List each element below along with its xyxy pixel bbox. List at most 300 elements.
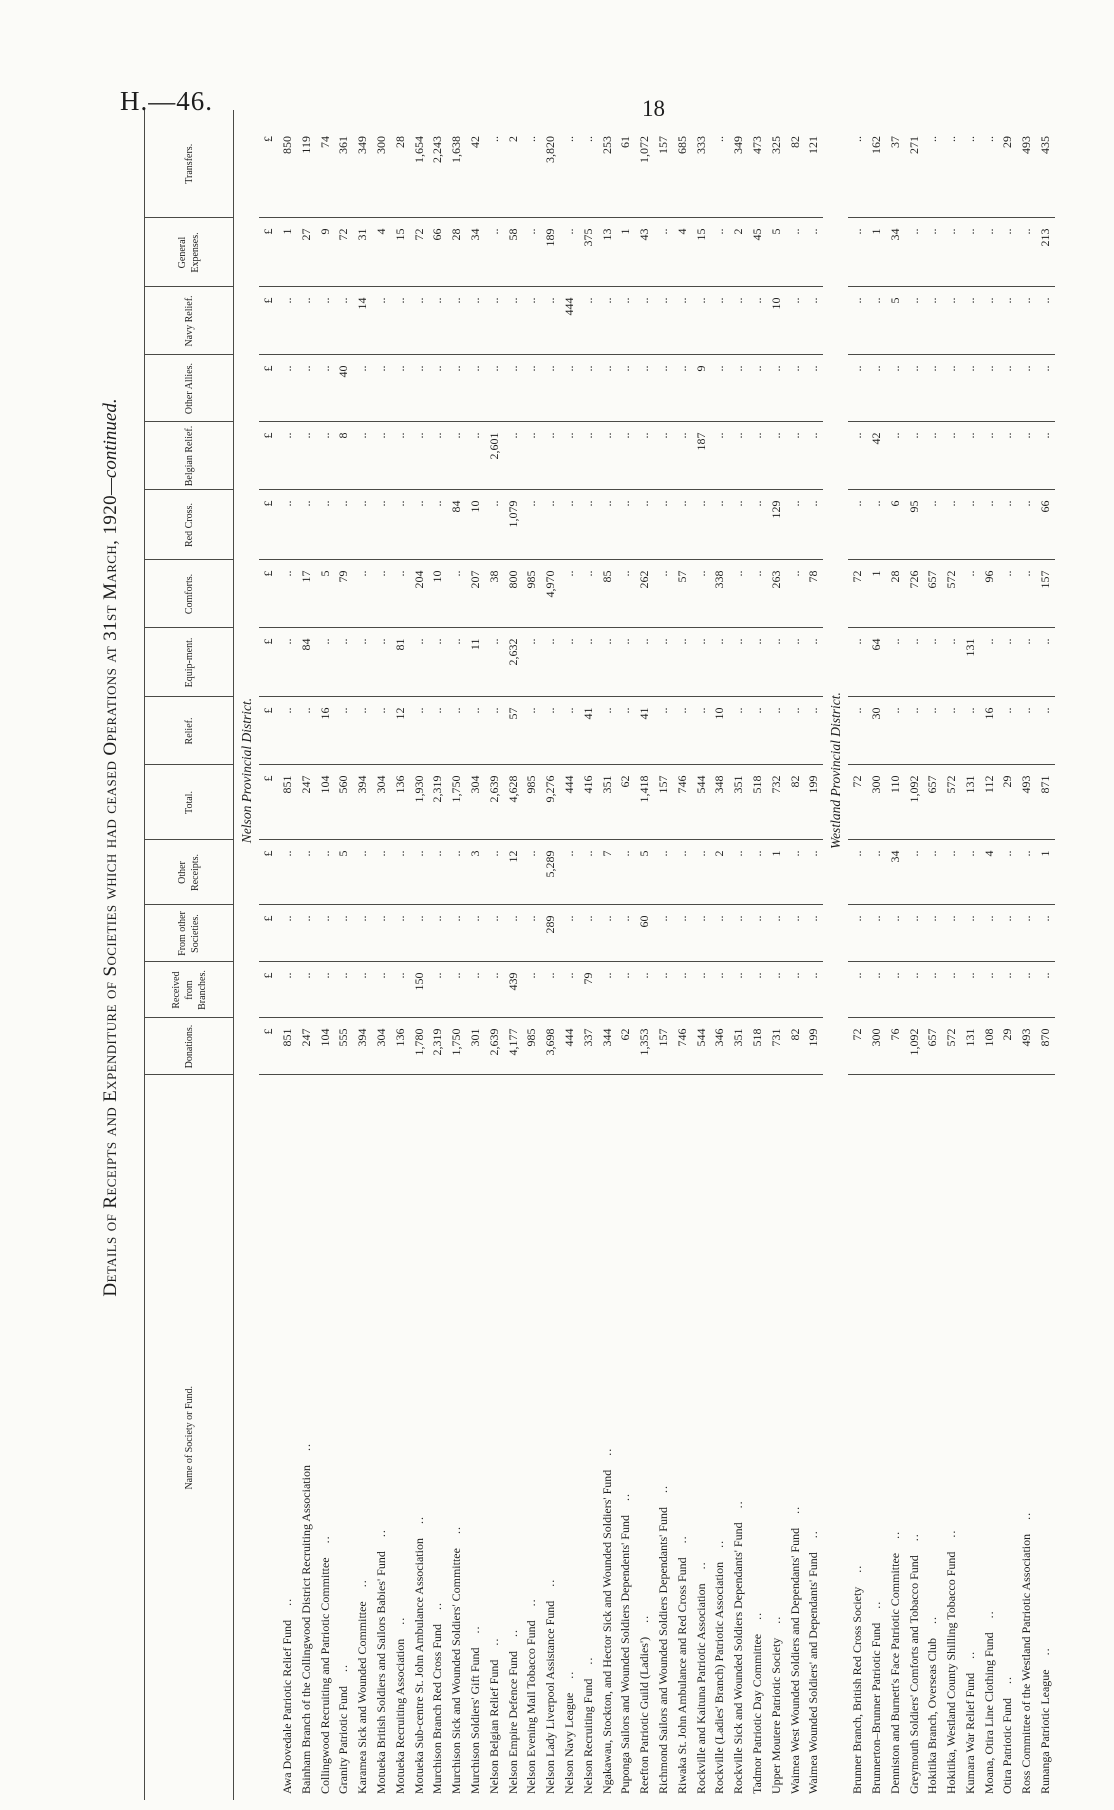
value-cell: 394 [353,765,372,840]
value-cell-blank: .. [353,697,372,765]
value-cell: 95 [905,490,924,560]
value-cell-blank: .. [486,136,501,142]
value-cell-blank: .. [297,355,316,422]
society-name-cell [541,1075,560,1800]
value-cell: 131 [961,765,980,840]
leader-dots: .. [906,1533,921,1542]
value-cell-blank: .. [278,840,297,905]
value-cell: 57 [673,560,692,628]
value-cell-blank: .. [942,697,961,765]
society-name-cell [635,1075,654,1800]
table-title-main: Details of Receipts and Expenditure of Societies which had ceased Operations at 31st March, 1920 [100,494,121,1297]
value-cell-blank: .. [598,628,617,697]
value-cell-blank: .. [767,962,786,1018]
value-cell-blank: .. [729,490,748,560]
value-cell-blank: .. [654,355,673,422]
leader-dots: .. [981,1610,996,1619]
value-cell: 28 [447,218,466,287]
value-cell-blank: .. [297,962,316,1018]
value-cell-blank: .. [1036,697,1055,765]
society-name-cell [278,1075,297,1800]
leader-dots: .. [925,1616,940,1625]
value-cell: 34 [466,218,485,287]
value-cell-blank: .. [748,560,767,628]
value-cell: 10 [466,490,485,560]
currency-symbol: £ [259,422,278,490]
value-cell-blank: .. [372,840,391,905]
society-name: Kumara War Relief Fund [962,1672,977,1794]
value-cell-blank: .. [522,422,541,490]
value-cell-blank: .. [297,287,316,355]
value-cell-blank: .. [804,287,823,355]
value-cell-blank: .. [561,136,576,142]
value-cell-blank: .. [635,490,654,560]
column-header: Equip-ment. [145,628,234,697]
column-header: Belgian Relief. [145,422,234,490]
value-cell: 110 [886,765,905,840]
value-cell: 5 [886,287,905,355]
value-cell: 79 [579,962,598,1018]
table-row [334,110,353,1800]
value-cell-blank: .. [767,355,786,422]
value-cell-blank: .. [334,697,353,765]
value-cell-blank: .. [616,560,635,628]
value-cell-blank: .. [410,840,429,905]
value-cell-blank: .. [980,628,999,697]
value-cell-blank: .. [485,697,504,765]
value-cell-blank: .. [598,287,617,355]
value-cell-blank: .. [848,697,867,765]
value-cell-blank: .. [748,287,767,355]
value-cell: 1 [278,218,297,287]
value-cell: 375 [579,218,598,287]
value-cell: 12 [391,697,410,765]
value-cell-blank: .. [560,490,579,560]
table-row [692,110,711,1800]
value-cell-blank: .. [923,422,942,490]
value-cell: 187 [692,422,711,490]
value-cell-blank: .. [942,840,961,905]
currency-symbol: £ [259,628,278,697]
value-cell-blank: .. [447,287,466,355]
value-cell-blank: .. [579,355,598,422]
society-name: Nelson Evening Mail Tobacco Fund [524,1620,539,1794]
value-cell-blank: .. [886,697,905,765]
society-name-cell [786,1075,805,1800]
value-cell: 72 [410,218,429,287]
value-cell-blank: .. [579,840,598,905]
society-name: Greymouth Soldiers' Comforts and Tobacco Fund [906,1555,921,1794]
value-cell: 9,276 [541,765,560,840]
value-cell: 13 [598,218,617,287]
table-row [748,110,767,1800]
value-cell: 325 [768,136,783,154]
value-cell: 15 [692,218,711,287]
value-cell-blank: .. [410,905,429,962]
value-cell-blank: .. [867,355,886,422]
value-cell-blank: .. [522,218,541,287]
leader-dots: .. [674,1535,689,1544]
value-cell-blank: .. [848,355,867,422]
currency-symbol: £ [259,560,278,628]
table-row [297,110,316,1800]
value-cell-blank: .. [998,218,1017,287]
value-cell: 1,353 [635,1018,654,1075]
value-cell-blank: .. [673,905,692,962]
value-cell-blank: .. [297,697,316,765]
value-cell: 61 [618,136,633,148]
value-cell-blank: .. [673,840,692,905]
value-cell: 247 [297,765,316,840]
rotated-table-container [100,110,1053,1800]
table-row [353,110,372,1800]
table-row [786,110,805,1800]
value-cell-blank: .. [372,905,391,962]
society-name-cell [560,1075,579,1800]
value-cell: 84 [447,490,466,560]
value-cell: 289 [541,905,560,962]
leader-dots: .. [411,1516,426,1525]
value-cell-blank: .. [466,697,485,765]
society-name-cell [353,1075,372,1800]
value-cell-blank: .. [804,905,823,962]
value-cell-blank: .. [786,560,805,628]
value-cell-blank: .. [278,490,297,560]
value-cell: 300 [867,1018,886,1075]
value-cell: 1,638 [449,136,464,163]
value-cell-blank: .. [598,422,617,490]
value-cell-blank: .. [673,287,692,355]
value-cell-blank: .. [729,560,748,628]
value-cell-blank: .. [598,490,617,560]
value-cell-blank: .. [616,697,635,765]
value-cell: 37 [887,136,902,148]
society-name-cell [485,1075,504,1800]
value-cell-blank: .. [962,136,977,142]
value-cell-blank: .. [616,422,635,490]
value-cell-blank: .. [278,962,297,1018]
value-cell: 62 [616,1018,635,1075]
value-cell-blank: .. [848,218,867,287]
value-cell-blank: .. [334,287,353,355]
value-cell: 731 [767,1018,786,1075]
value-cell-blank: .. [767,422,786,490]
value-cell: 9 [316,218,335,287]
column-header-row [145,110,234,1800]
society-name: Brunnerton–Brunner Patriotic Fund [868,1622,883,1794]
society-name: Motueka Sub-centre St. John Ambulance Association [411,1538,426,1794]
table-row [504,110,523,1800]
value-cell: 361 [336,136,351,154]
society-name: Motueka British Soldiers and Sailors Babies' Fund [373,1551,388,1794]
value-cell-blank: .. [998,490,1017,560]
value-cell-blank: .. [616,628,635,697]
value-cell: 42 [467,136,482,148]
value-cell: 1,750 [447,1018,466,1075]
value-cell: 2,601 [485,422,504,490]
society-name: Murchison Soldiers' Gift Fund [467,1647,482,1794]
value-cell: 30 [867,697,886,765]
value-cell-blank: .. [925,136,940,142]
value-cell: 572 [942,1018,961,1075]
leader-dots: .. [637,1614,652,1623]
value-cell-blank: .. [804,628,823,697]
value-cell-blank: .. [297,490,316,560]
value-cell: 870 [1036,1018,1055,1075]
table-row [886,110,905,1800]
column-header: General Expenses. [145,218,234,287]
value-cell-blank: .. [1036,422,1055,490]
value-cell-blank: .. [848,287,867,355]
table-row [560,110,579,1800]
value-cell-blank: .. [447,840,466,905]
value-cell-blank: .. [942,287,961,355]
value-cell-blank: .. [1017,628,1036,697]
value-cell-blank: .. [980,905,999,962]
value-cell: 34 [886,218,905,287]
value-cell-blank: .. [1017,355,1036,422]
value-cell-blank: .. [923,490,942,560]
value-cell-blank: .. [541,287,560,355]
value-cell-blank: .. [485,490,504,560]
value-cell-blank: .. [786,218,805,287]
column-header: Red Cross. [145,490,234,560]
value-cell-blank: .. [598,355,617,422]
value-cell-blank: .. [297,840,316,905]
value-cell-blank: .. [729,628,748,697]
value-cell: 435 [1038,136,1053,154]
value-cell: 213 [1036,218,1055,287]
value-cell: 104 [316,1018,335,1075]
society-name: Murchison Sick and Wounded Soldiers' Committee [449,1548,464,1794]
value-cell: 131 [961,1018,980,1075]
value-cell-blank: .. [372,355,391,422]
leader-dots: .. [336,1664,351,1672]
section-heading-row [823,110,848,1800]
value-cell-blank: .. [522,628,541,697]
value-cell: 4,970 [541,560,560,628]
society-name: Hokitika Branch, Overseas Club [925,1638,940,1794]
society-name: Runanga Patriotic League [1038,1669,1053,1794]
value-cell: 41 [579,697,598,765]
value-cell-blank: .. [447,560,466,628]
value-cell-blank: .. [466,962,485,1018]
society-name: Murchison Branch Red Cross Fund [430,1624,445,1794]
value-cell: 189 [541,218,560,287]
value-cell-blank: .. [410,697,429,765]
value-cell-blank: .. [316,905,335,962]
value-cell-blank: .. [391,355,410,422]
value-cell-blank: .. [410,287,429,355]
table-row [541,110,560,1800]
table-row [654,110,673,1800]
value-cell-blank: .. [334,962,353,1018]
value-cell-blank: .. [598,905,617,962]
value-cell: 119 [298,136,313,154]
value-cell: 2,243 [430,136,445,163]
currency-symbol: £ [259,1018,278,1075]
society-name-cell [998,1075,1017,1800]
value-cell: 1 [767,840,786,905]
society-name-cell [616,1075,635,1800]
value-cell: 72 [848,560,867,628]
value-cell-blank: .. [673,962,692,1018]
value-cell-blank: .. [923,840,942,905]
society-name: Rockville (Ladies' Branch) Patriotic Association [712,1561,727,1794]
society-name-cell [316,1075,335,1800]
table-row [767,110,786,1800]
society-name: Nelson Lady Liverpool Assistance Fund [543,1600,558,1794]
value-cell-blank: .. [579,560,598,628]
value-cell-blank: .. [905,840,924,905]
currency-symbol: £ [261,136,275,142]
value-cell-blank: .. [1036,287,1055,355]
value-cell: 2,639 [485,765,504,840]
table-row [804,110,823,1800]
leader-dots: .. [561,1670,576,1679]
value-cell-blank: .. [654,905,673,962]
value-cell: 96 [980,560,999,628]
value-cell-blank: .. [504,422,523,490]
value-cell-blank: .. [848,490,867,560]
society-name-cell [942,1075,961,1800]
value-cell-blank: .. [541,962,560,1018]
value-cell-blank: .. [886,355,905,422]
value-cell-blank: .. [692,905,711,962]
value-cell-blank: .. [635,287,654,355]
value-cell-blank: .. [598,697,617,765]
value-cell: 304 [466,765,485,840]
value-cell-blank: .. [485,840,504,905]
currency-symbol: £ [259,962,278,1018]
value-cell-blank: .. [278,905,297,962]
column-header: Navy Relief. [145,287,234,355]
value-cell-blank: .. [905,287,924,355]
leader-dots: .. [731,1500,746,1509]
society-name-cell [804,1075,823,1800]
value-cell: 850 [280,136,294,154]
value-cell-blank: .. [654,422,673,490]
society-name: Awa Dovedale Patriotic Relief Fund [280,1619,294,1794]
value-cell: 72 [848,765,867,840]
value-cell-blank: .. [654,218,673,287]
value-cell-blank: .. [710,218,729,287]
value-cell-blank: .. [998,962,1017,1018]
value-cell-blank: .. [710,962,729,1018]
value-cell-blank: .. [729,355,748,422]
leader-dots: .. [355,1579,370,1588]
value-cell: 60 [635,905,654,962]
value-cell: 3,820 [543,136,558,163]
value-cell: 493 [1017,765,1036,840]
value-cell-blank: .. [748,697,767,765]
leader-dots: .. [392,1616,407,1625]
value-cell-blank: .. [316,355,335,422]
value-cell: 2,639 [485,1018,504,1075]
table-title [100,110,144,1800]
value-cell: 207 [466,560,485,628]
value-cell: 150 [410,962,429,1018]
value-cell: 4,628 [504,765,523,840]
value-cell-blank: .. [560,840,579,905]
value-cell-blank: .. [786,287,805,355]
value-cell-blank: .. [391,962,410,1018]
value-cell: 28 [886,560,905,628]
value-cell-blank: .. [673,422,692,490]
value-cell-blank: .. [998,628,1017,697]
value-cell: 985 [522,765,541,840]
value-cell-blank: .. [560,628,579,697]
leader-dots: .. [749,1611,764,1620]
column-header: Received from Branches. [145,962,234,1018]
value-cell-blank: .. [1017,560,1036,628]
value-cell-blank: .. [1036,355,1055,422]
value-cell: 544 [692,765,711,840]
value-cell-blank: .. [635,355,654,422]
table-row [710,110,729,1800]
leader-dots: .. [467,1625,482,1634]
value-cell: 58 [504,218,523,287]
value-cell-blank: .. [710,628,729,697]
value-cell: 1,092 [905,1018,924,1075]
value-cell-blank: .. [867,962,886,1018]
value-cell-blank: .. [278,287,297,355]
value-cell: 1 [867,218,886,287]
leader-dots: .. [430,1602,445,1610]
value-cell-blank: .. [485,962,504,1018]
value-cell: 45 [748,218,767,287]
value-cell: 2 [729,218,748,287]
value-cell-blank: .. [980,218,999,287]
society-name-cell [522,1075,541,1800]
society-name-cell [410,1075,429,1800]
value-cell: 81 [391,628,410,697]
value-cell: 10 [767,287,786,355]
value-cell-blank: .. [1036,905,1055,962]
value-cell-blank: .. [905,218,924,287]
society-name: Collingwood Recruiting and Patriotic Committee [317,1557,332,1794]
value-cell: 851 [278,1018,297,1075]
value-cell-blank: .. [710,905,729,962]
value-cell: 157 [654,1018,673,1075]
table-row [867,110,886,1800]
value-cell-blank: .. [998,905,1017,962]
value-cell: 344 [598,1018,617,1075]
leader-dots: .. [599,1447,614,1456]
value-cell-blank: .. [748,422,767,490]
value-cell-blank: .. [522,962,541,1018]
value-cell-blank: .. [504,905,523,962]
value-cell-blank: .. [410,628,429,697]
value-cell-blank: .. [886,905,905,962]
value-cell: 66 [428,218,447,287]
value-cell-blank: .. [848,962,867,1018]
value-cell: 1,079 [504,490,523,560]
value-cell-blank: .. [560,697,579,765]
value-cell-blank: .. [981,136,996,142]
society-name: Rockville and Kaituna Patriotic Association [693,1583,708,1794]
currency-cell-empty [259,1075,278,1800]
value-cell: 79 [334,560,353,628]
value-cell-blank: .. [905,905,924,962]
value-cell: 985 [522,560,541,628]
leader-dots: .. [787,1505,802,1514]
value-cell: 9 [692,355,711,422]
society-name: Nelson Belgian Relief Fund [486,1659,501,1794]
value-cell-blank: .. [980,355,999,422]
leader-dots: .. [373,1529,388,1538]
value-cell: 346 [710,1018,729,1075]
